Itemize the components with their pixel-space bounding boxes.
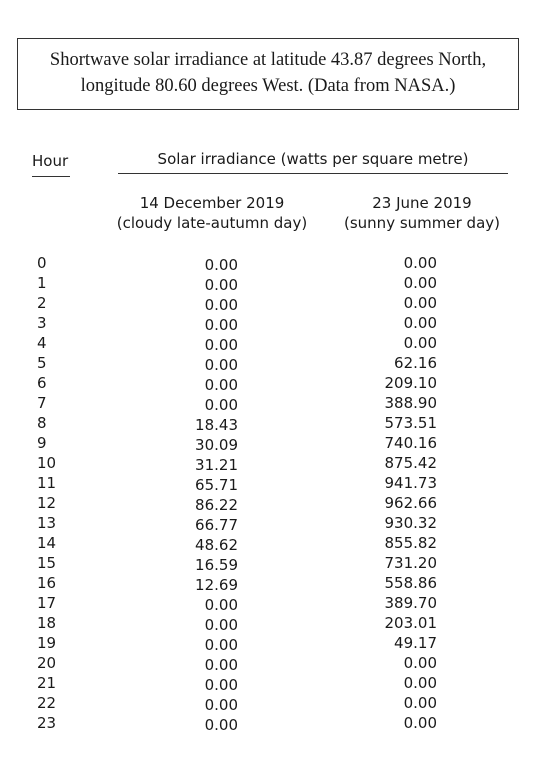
table-row <box>32 253 512 273</box>
december-value-cell: 66.77 <box>195 516 238 534</box>
december-value-cell: 0.00 <box>204 636 238 654</box>
june-value-cell: 855.82 <box>384 534 437 552</box>
hour-cell: 14 <box>37 534 57 552</box>
december-value-cell: 48.62 <box>195 536 238 554</box>
december-date: 14 December 2019 <box>139 194 285 212</box>
hour-cell: 9 <box>37 434 47 452</box>
june-value-cell: 388.90 <box>384 394 437 412</box>
december-value-cell: 0.00 <box>204 376 238 394</box>
irradiance-spanning-header: Solar irradiance (watts per square metre) <box>157 150 469 168</box>
december-value-cell: 0.00 <box>204 356 238 374</box>
december-value-cell: 0.00 <box>204 676 238 694</box>
hour-cell: 22 <box>37 694 57 712</box>
hour-cell: 21 <box>37 674 57 692</box>
hour-cell: 5 <box>37 354 47 372</box>
june-value-cell: 209.10 <box>384 374 437 392</box>
table-row <box>32 373 512 393</box>
june-value-cell: 941.73 <box>384 474 437 492</box>
june-value-cell: 731.20 <box>384 554 437 572</box>
december-value-cell: 65.71 <box>195 476 238 494</box>
december-value-cell: 0.00 <box>204 696 238 714</box>
june-value-cell: 62.16 <box>394 354 437 372</box>
june-value-cell: 0.00 <box>403 654 437 672</box>
june-date: 23 June 2019 <box>372 194 472 212</box>
table-row <box>32 413 512 433</box>
december-value-cell: 0.00 <box>204 596 238 614</box>
june-value-cell: 0.00 <box>403 694 437 712</box>
table-row <box>32 673 512 693</box>
table-row <box>32 633 512 653</box>
june-value-cell: 0.00 <box>403 314 437 332</box>
table-row <box>32 493 512 513</box>
table-row <box>32 653 512 673</box>
table-row <box>32 713 512 733</box>
december-value-cell: 0.00 <box>204 396 238 414</box>
hour-header-underline <box>32 176 70 177</box>
hour-column-header: Hour <box>32 152 69 170</box>
irradiance-header-underline <box>118 173 508 174</box>
december-value-cell: 31.21 <box>195 456 238 474</box>
june-value-cell: 740.16 <box>384 434 437 452</box>
december-value-cell: 0.00 <box>204 316 238 334</box>
june-value-cell: 0.00 <box>403 274 437 292</box>
december-value-cell: 16.59 <box>195 556 238 574</box>
caption-line-1: Shortwave solar irradiance at latitude 43.87 degrees North, <box>49 50 487 70</box>
table-row <box>32 293 512 313</box>
hour-cell: 2 <box>37 294 47 312</box>
june-value-cell: 389.70 <box>384 594 437 612</box>
june-value-cell: 49.17 <box>394 634 437 652</box>
hour-cell: 18 <box>37 614 57 632</box>
december-value-cell: 0.00 <box>204 656 238 674</box>
hour-cell: 1 <box>37 274 47 292</box>
table-row <box>32 473 512 493</box>
june-value-cell: 0.00 <box>403 714 437 732</box>
hour-cell: 23 <box>37 714 57 732</box>
irradiance-table-body <box>32 253 512 733</box>
hour-cell: 7 <box>37 394 47 412</box>
december-value-cell: 12.69 <box>195 576 238 594</box>
hour-cell: 0 <box>37 254 47 272</box>
table-row <box>32 513 512 533</box>
table-row <box>32 593 512 613</box>
june-value-cell: 962.66 <box>384 494 437 512</box>
table-row <box>32 613 512 633</box>
hour-cell: 4 <box>37 334 47 352</box>
december-value-cell: 0.00 <box>204 716 238 734</box>
june-value-cell: 875.42 <box>384 454 437 472</box>
hour-cell: 17 <box>37 594 57 612</box>
hour-cell: 8 <box>37 414 47 432</box>
december-value-cell: 0.00 <box>204 256 238 274</box>
hour-cell: 6 <box>37 374 47 392</box>
table-row <box>32 553 512 573</box>
june-value-cell: 558.86 <box>384 574 437 592</box>
hour-cell: 11 <box>37 474 57 492</box>
table-row <box>32 693 512 713</box>
june-value-cell: 573.51 <box>384 414 437 432</box>
december-value-cell: 0.00 <box>204 276 238 294</box>
table-row <box>32 273 512 293</box>
hour-cell: 13 <box>37 514 57 532</box>
june-value-cell: 0.00 <box>403 294 437 312</box>
june-value-cell: 203.01 <box>384 614 437 632</box>
december-value-cell: 86.22 <box>195 496 238 514</box>
june-note: (sunny summer day) <box>344 214 500 232</box>
table-row <box>32 393 512 413</box>
december-column-header <box>104 193 320 233</box>
june-value-cell: 0.00 <box>403 334 437 352</box>
caption-line-2: longitude 80.60 degrees West. (Data from NASA.) <box>80 76 456 96</box>
table-row <box>32 533 512 553</box>
june-value-cell: 930.32 <box>384 514 437 532</box>
table-row <box>32 573 512 593</box>
table-row <box>32 333 512 353</box>
caption-box <box>17 38 519 110</box>
june-column-header <box>332 193 512 233</box>
june-value-cell: 0.00 <box>403 674 437 692</box>
hour-cell: 12 <box>37 494 57 512</box>
hour-cell: 16 <box>37 574 57 592</box>
december-value-cell: 18.43 <box>195 416 238 434</box>
table-row <box>32 353 512 373</box>
table-row <box>32 453 512 473</box>
june-value-cell: 0.00 <box>403 254 437 272</box>
december-value-cell: 0.00 <box>204 616 238 634</box>
december-value-cell: 0.00 <box>204 336 238 354</box>
table-row <box>32 313 512 333</box>
december-value-cell: 30.09 <box>195 436 238 454</box>
december-value-cell: 0.00 <box>204 296 238 314</box>
hour-cell: 15 <box>37 554 57 572</box>
december-note: (cloudy late-autumn day) <box>116 214 308 232</box>
hour-cell: 20 <box>37 654 57 672</box>
table-row <box>32 433 512 453</box>
hour-cell: 3 <box>37 314 47 332</box>
hour-cell: 19 <box>37 634 57 652</box>
hour-cell: 10 <box>37 454 57 472</box>
